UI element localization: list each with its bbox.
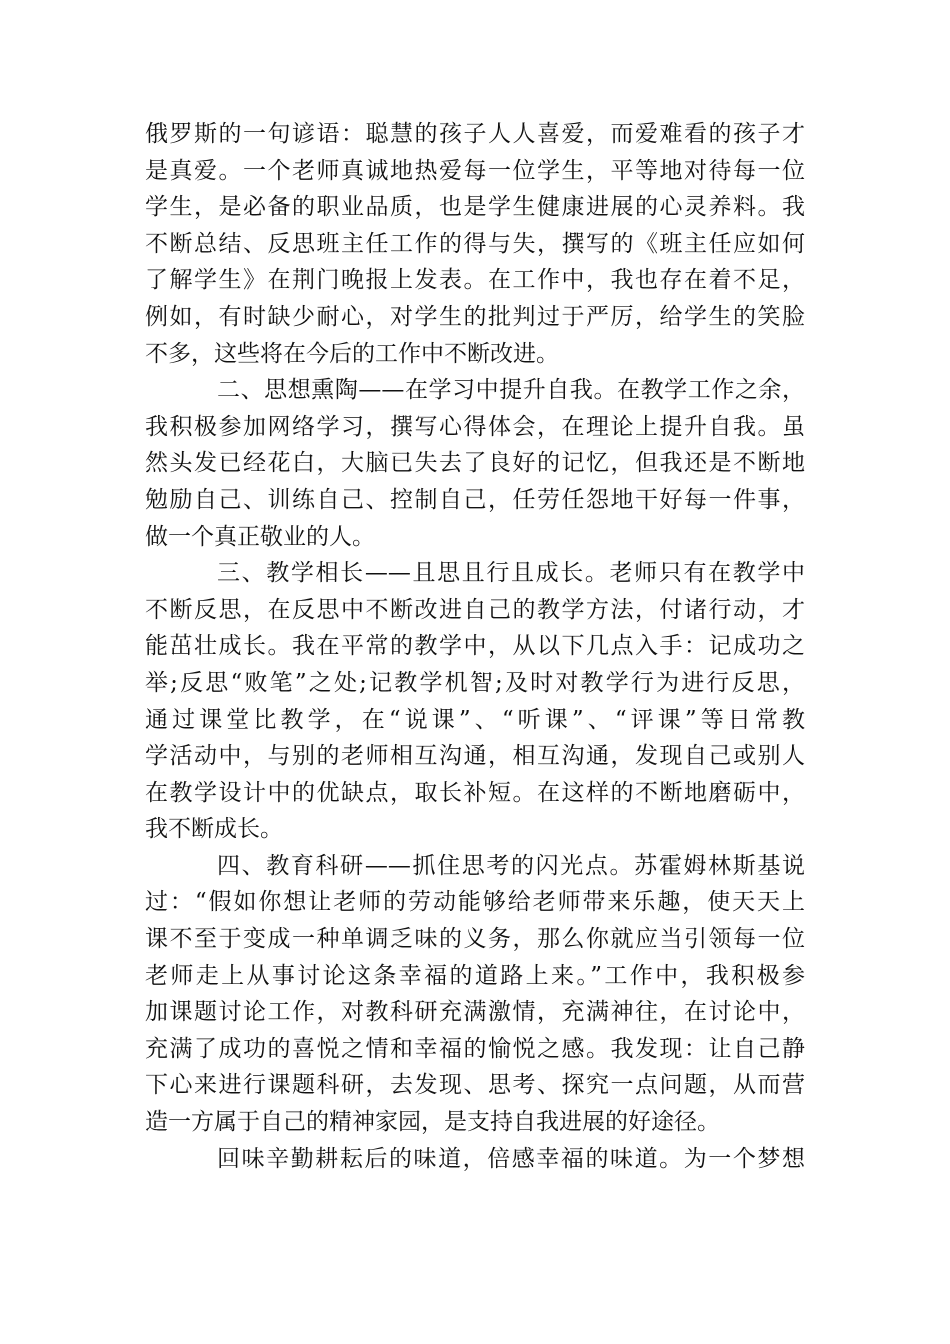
text-line: 课不至于变成一种单调乏味的义务，那么你就应当引领每一位 xyxy=(145,926,805,953)
paragraph-start-line: 二、思想熏陶——在学习中提升自我。在教学工作之余， xyxy=(217,377,805,404)
text-line: 举;反思“败笔”之处;记教学机智;及时对教学行为进行反思， xyxy=(145,669,805,696)
text-line: 下心来进行课题科研，去发现、思考、探究一点问题，从而营 xyxy=(145,1072,805,1099)
text-line: 不多，这些将在今后的工作中不断改进。 xyxy=(145,340,559,367)
text-line: 充满了成功的喜悦之情和幸福的愉悦之感。我发现：让自己静 xyxy=(145,1035,805,1062)
text-line: 例如，有时缺少耐心，对学生的批判过于严厉，给学生的笑脸 xyxy=(145,303,805,330)
text-line: 能茁壮成长。我在平常的教学中，从以下几点入手：记成功之 xyxy=(145,633,805,660)
text-line: 了解学生》在荆门晚报上发表。在工作中，我也存在着不足， xyxy=(145,267,805,294)
paragraph-start-line: 回味辛勤耕耘后的味道，倍感幸福的味道。为一个梦想 xyxy=(217,1145,805,1172)
text-line: 俄罗斯的一句谚语：聪慧的孩子人人喜爱，而爱难看的孩子才 xyxy=(145,121,805,147)
text-line: 通过课堂比教学，在“说课”、“听课”、“评课”等日常教 xyxy=(145,706,805,733)
text-line: 不断反思，在反思中不断改进自己的教学方法，付诸行动，才 xyxy=(145,596,805,623)
text-line: 勉励自己、训练自己、控制自己，任劳任怨地干好每一件事， xyxy=(145,486,805,513)
text-line: 是真爱。一个老师真诚地热爱每一位学生，平等地对待每一位 xyxy=(145,157,805,184)
text-line: 我不断成长。 xyxy=(145,816,283,843)
text-line: 学活动中，与别的老师相互沟通，相互沟通，发现自己或别人 xyxy=(145,743,805,770)
paragraph-start-line: 三、教学相长——且思且行且成长。老师只有在教学中 xyxy=(217,560,805,587)
text-line: 过：“假如你想让老师的劳动能够给老师带来乐趣，使天天上 xyxy=(145,889,805,916)
text-line: 做一个真正敬业的人。 xyxy=(145,523,375,550)
text-line: 不断总结、反思班主任工作的得与失，撰写的《班主任应如何 xyxy=(145,230,805,257)
text-line: 在教学设计中的优缺点，取长补短。在这样的不断地磨砺中， xyxy=(145,779,805,806)
document-body xyxy=(145,116,805,1177)
text-line: 加课题讨论工作，对教科研充满激情，充满神往，在讨论中， xyxy=(145,999,805,1026)
text-line: 我积极参加网络学习，撰写心得体会，在理论上提升自我。虽 xyxy=(145,413,805,440)
text-line: 然头发已经花白，大脑已失去了良好的记忆，但我还是不断地 xyxy=(145,450,805,477)
text-line: 老师走上从事讨论这条幸福的道路上来。”工作中，我积极参 xyxy=(145,962,805,989)
text-line: 造一方属于自己的精神家园，是支持自我进展的好途径。 xyxy=(145,1109,720,1136)
text-line: 学生，是必备的职业品质，也是学生健康进展的心灵养料。我 xyxy=(145,194,805,221)
paragraph-start-line: 四、教育科研——抓住思考的闪光点。苏霍姆林斯基说 xyxy=(217,852,805,879)
